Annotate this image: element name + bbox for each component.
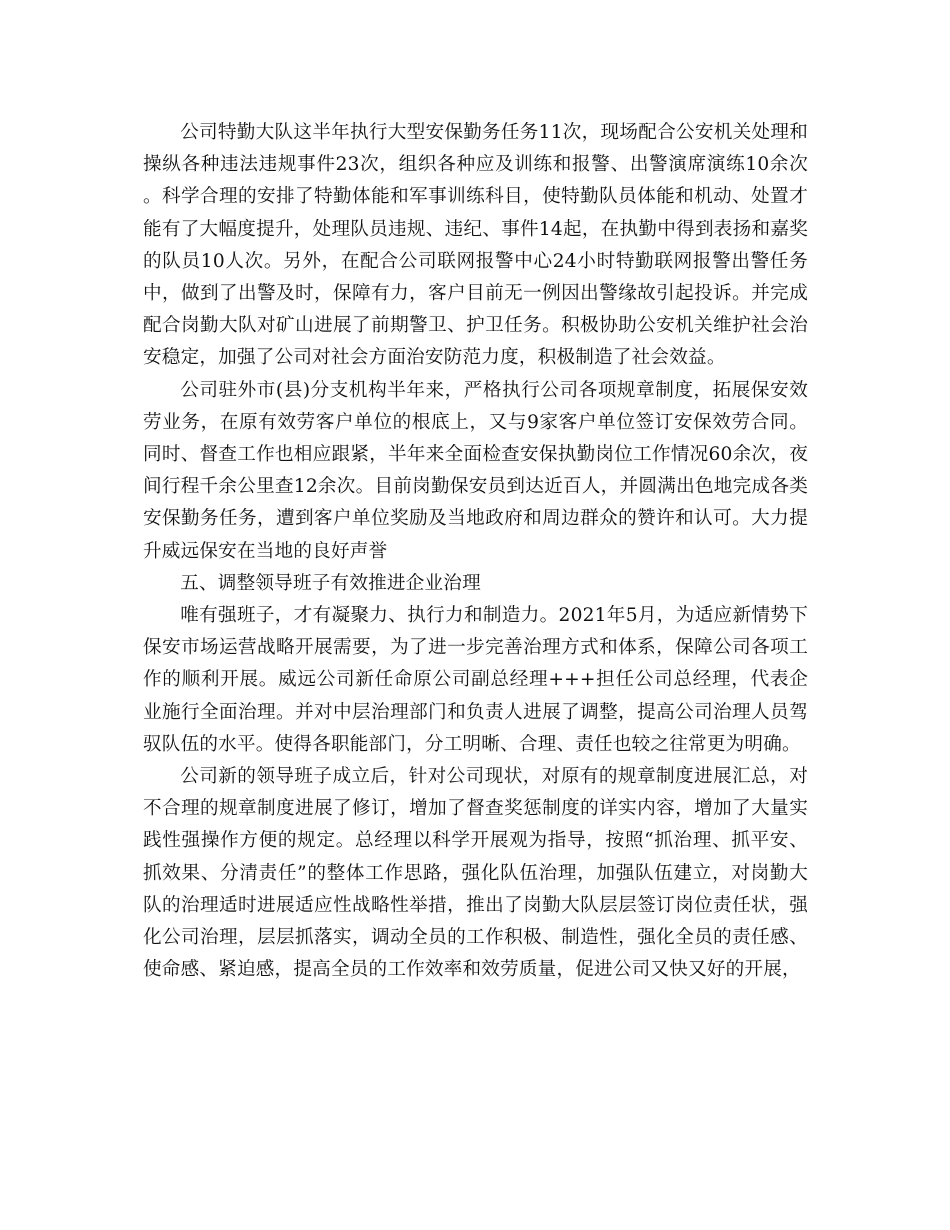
paragraph-strong-leadership: 唯有强班子，才有凝聚力、执行力和制造力。2021年5月，为适应新情势下保安市场运营战略开展需要，为了进一步完善治理方式和体系，保障公司各项工作的顺利开展。威远公司新任命原公司副总经理+++担任公司总经理，代表企业施行全面治理。并对中层治理部门和负责人进展了调整，提高公司治理人员驾驭队伍的水平。使得各职能部门，分工明晰、合理、责任也较之往常更为明确。 [143, 605, 808, 755]
document-body [143, 117, 808, 986]
section-heading-leadership: 五、调整领导班子有效推进企业治理 [180, 572, 481, 594]
paragraph-branch-offices: 公司驻外市(县)分支机构半年来，严格执行公司各项规章制度，拓展保安效劳业务，在原有效劳客户单位的根底上，又与9家客户单位签订安保效劳合同。同时、督查工作也相应跟紧，半年来全面检查安保执勤岗位工作情况60余次，夜间行程千余公里查12余次。目前岗勤保安员到达近百人，并圆满出色地完成各类安保勤务任务，遭到客户单位奖励及当地政府和周边群众的赞许和认可。大力提升威远保安在当地的良好声誉 [143, 379, 808, 562]
paragraph-new-leadership: 公司新的领导班子成立后，针对公司现状，对原有的规章制度进展汇总，对不合理的规章制度进展了修订，增加了督查奖惩制度的详实内容，增加了大量实践性强操作方便的规定。总经理以科学开展观为指导，按照“抓治理、抓平安、抓效果、分清责任”的整体工作思路，强化队伍治理，加强队伍建立，对岗勤大队的治理适时进展适应性战略性举措，推出了岗勤大队层层签订岗位责任状，强化公司治理，层层抓落实，调动全员的工作积极、制造性，强化全员的责任感、使命感、紧迫感，提高全员的工作效率和效劳质量，促进公司又快又好的开展， [143, 766, 808, 981]
paragraph-special-duty-brigade: 公司特勤大队这半年执行大型安保勤务任务11次，现场配合公安机关处理和操纵各种违法违规事件23次，组织各种应及训练和报警、出警演席演练10余次。科学合理的安排了特勤体能和军事训练科目，使特勤队员体能和机动、处置才能有了大幅度提升，处理队员违规、违纪、事件14起，在执勤中得到表扬和嘉奖的队员10人次。另外，在配合公司联网报警中心24小时特勤联网报警出警任务中，做到了出警及时，保障有力，客户目前无一例因出警缘故引起投诉。并完成配合岗勤大队对矿山进展了前期警卫、护卫任务。积极协助公安机关维护社会治安稳定，加强了公司对社会方面治安防范力度，积极制造了社会效益。 [143, 122, 808, 369]
